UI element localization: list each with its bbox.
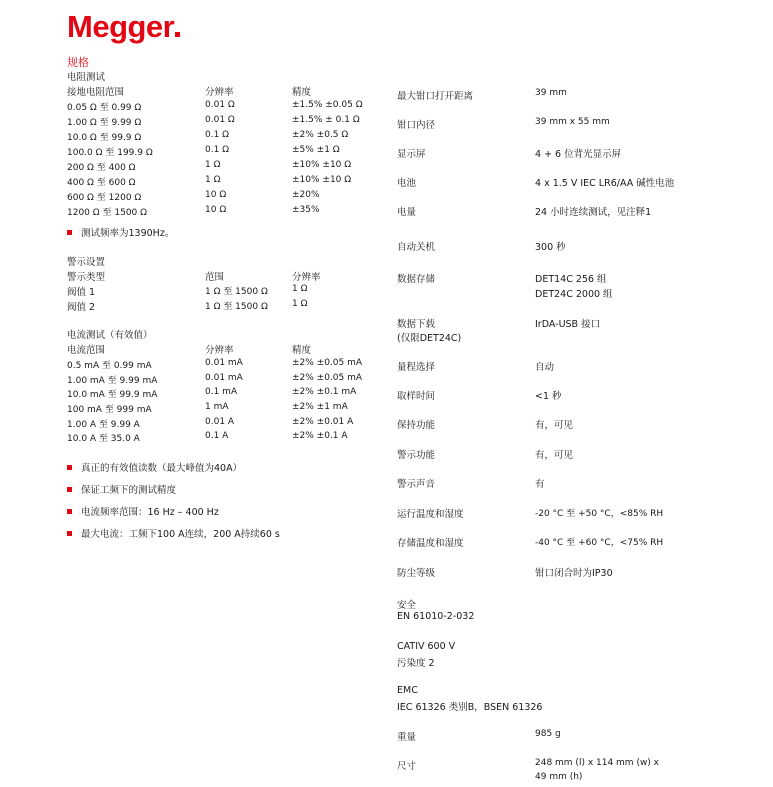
current-note bbox=[67, 460, 242, 474]
resistance-cell: ±10% ±10 Ω bbox=[292, 160, 352, 170]
resistance-cell: ±1.5% ±0.05 Ω bbox=[292, 100, 363, 110]
spec-label: 钳口内径 bbox=[397, 120, 436, 131]
current-cell: ±2% ±0.05 mA bbox=[292, 373, 363, 383]
current-cell: ±2% ±0.05 mA bbox=[292, 358, 363, 368]
current-note bbox=[67, 504, 219, 518]
resistance-cell: 1200 Ω 至 1500 Ω bbox=[67, 208, 148, 218]
resistance-header-range: 接地电阻范围 bbox=[67, 87, 125, 98]
size-value: 49 mm (h) bbox=[535, 772, 583, 782]
spec-value: 24 小时连续测试，见注释1 bbox=[535, 207, 652, 218]
note-text: 测试频率为1390Hz。 bbox=[81, 228, 175, 239]
size-label: 尺寸 bbox=[397, 761, 417, 772]
note-text: 最大电流：工频下100 A连续，200 A持续60 s bbox=[81, 529, 280, 540]
resistance-cell: 200 Ω 至 400 Ω bbox=[67, 163, 136, 173]
bullet-icon bbox=[67, 230, 72, 235]
spec-value: -20 °C 至 +50 °C，<85% RH bbox=[535, 509, 664, 519]
resistance-cell: 600 Ω 至 1200 Ω bbox=[67, 193, 142, 203]
safety-pollution: 污染度 2 bbox=[397, 658, 435, 669]
safety-standard: EN 61010-2-032 bbox=[397, 611, 475, 622]
resistance-cell: 10 Ω bbox=[205, 190, 227, 200]
current-header-accuracy: 精度 bbox=[292, 345, 312, 356]
spec-label: 电池 bbox=[397, 178, 417, 189]
current-cell: 1.00 A 至 9.99 A bbox=[67, 420, 140, 430]
spec-label: 显示屏 bbox=[397, 149, 426, 160]
resistance-cell: 0.1 Ω bbox=[205, 145, 230, 155]
spec-label: 量程选择 bbox=[397, 362, 436, 373]
size-value: 248 mm (l) x 114 mm (w) x bbox=[535, 758, 660, 768]
spec-value: 有 bbox=[535, 479, 545, 490]
spec-value: 有，可见 bbox=[535, 420, 574, 431]
resistance-cell: 1 Ω bbox=[205, 175, 221, 185]
alarm-cell: 1 Ω bbox=[292, 299, 308, 309]
resistance-cell: 10 Ω bbox=[205, 205, 227, 215]
current-cell: 0.01 mA bbox=[205, 373, 243, 383]
bullet-icon bbox=[67, 509, 72, 514]
bullet-icon bbox=[67, 531, 72, 536]
spec-value: 4 x 1.5 V IEC LR6/AA 碱性电池 bbox=[535, 178, 675, 189]
resistance-cell: ±20% bbox=[292, 190, 320, 200]
spec-label: 防尘等级 bbox=[397, 568, 436, 579]
spec-label: (仅限DET24C) bbox=[397, 333, 462, 344]
resistance-cell: 10.0 Ω 至 99.9 Ω bbox=[67, 133, 142, 143]
alarm-cell: 阀值 1 bbox=[67, 287, 96, 298]
safety-category: CATIV 600 V bbox=[397, 641, 456, 652]
spec-label: 警示声音 bbox=[397, 479, 436, 490]
spec-label: 最大钳口打开距离 bbox=[397, 91, 474, 102]
current-cell: 1.00 mA 至 9.99 mA bbox=[67, 376, 158, 386]
spec-value: DET14C 256 组 bbox=[535, 274, 607, 285]
spec-label: 存储温度和湿度 bbox=[397, 538, 464, 549]
current-cell: ±2% ±1 mA bbox=[292, 402, 348, 412]
current-note bbox=[67, 482, 176, 496]
spec-value: 自动 bbox=[535, 362, 555, 373]
spec-label: 取样时间 bbox=[397, 391, 436, 402]
spec-value: DET24C 2000 组 bbox=[535, 289, 613, 300]
resistance-cell: 0.01 Ω bbox=[205, 100, 235, 110]
spec-label: 电量 bbox=[397, 207, 417, 218]
alarm-header-range: 范围 bbox=[205, 272, 225, 283]
alarm-header-type: 警示类型 bbox=[67, 272, 106, 283]
resistance-note bbox=[67, 225, 174, 239]
spec-value: 39 mm bbox=[535, 88, 567, 98]
resistance-cell: 100.0 Ω 至 199.9 Ω bbox=[67, 148, 153, 158]
resistance-cell: 1 Ω bbox=[205, 160, 221, 170]
alarm-cell: 1 Ω 至 1500 Ω bbox=[205, 302, 268, 312]
safety-title: 安全 bbox=[397, 600, 417, 611]
spec-label: 警示功能 bbox=[397, 450, 436, 461]
current-cell: 0.1 mA bbox=[205, 387, 238, 397]
current-heading: 电流测试（有效值） bbox=[67, 330, 153, 341]
current-header-range: 电流范围 bbox=[67, 345, 106, 356]
spec-value: 有，可见 bbox=[535, 450, 574, 461]
note-text: 保证工频下的测试精度 bbox=[81, 485, 177, 496]
spec-label: 自动关机 bbox=[397, 242, 436, 253]
resistance-cell: ±2% ±0.5 Ω bbox=[292, 130, 349, 140]
current-cell: 0.01 mA bbox=[205, 358, 243, 368]
spec-label: 数据存储 bbox=[397, 274, 436, 285]
spec-value: 钳口闭合时为IP30 bbox=[535, 568, 613, 579]
spec-label: 数据下载 bbox=[397, 319, 436, 330]
spec-value: -40 °C 至 +60 °C，<75% RH bbox=[535, 538, 664, 548]
section-title: 规格 bbox=[67, 56, 89, 69]
alarm-cell: 阀值 2 bbox=[67, 302, 96, 313]
resistance-cell: 0.01 Ω bbox=[205, 115, 235, 125]
resistance-header-resolution: 分辨率 bbox=[205, 87, 234, 98]
alarm-header-resolution: 分辨率 bbox=[292, 272, 321, 283]
spec-value: 39 mm x 55 mm bbox=[535, 117, 610, 127]
logo-dot-icon bbox=[175, 32, 180, 37]
emc-standard: IEC 61326 类别B，BSEN 61326 bbox=[397, 702, 543, 713]
current-note bbox=[67, 526, 280, 540]
spec-value: 300 秒 bbox=[535, 242, 566, 253]
current-cell: ±2% ±0.1 A bbox=[292, 431, 348, 441]
resistance-header-accuracy: 精度 bbox=[292, 87, 312, 98]
resistance-cell: 0.05 Ω 至 0.99 Ω bbox=[67, 103, 142, 113]
weight-label: 重量 bbox=[397, 732, 417, 743]
note-text: 电流频率范围：16 Hz – 400 Hz bbox=[81, 507, 219, 518]
alarm-heading: 警示设置 bbox=[67, 257, 106, 268]
alarm-cell: 1 Ω 至 1500 Ω bbox=[205, 287, 268, 297]
current-cell: 100 mA 至 999 mA bbox=[67, 405, 152, 415]
alarm-cell: 1 Ω bbox=[292, 284, 308, 294]
resistance-cell: ±10% ±10 Ω bbox=[292, 175, 352, 185]
spec-value: 4 + 6 位背光显示屏 bbox=[535, 149, 622, 160]
current-cell: ±2% ±0.1 mA bbox=[292, 387, 357, 397]
current-cell: ±2% ±0.01 A bbox=[292, 417, 354, 427]
spec-value: IrDA-USB 接口 bbox=[535, 319, 601, 330]
resistance-heading: 电阻测试 bbox=[67, 72, 106, 83]
resistance-cell: ±1.5% ± 0.1 Ω bbox=[292, 115, 360, 125]
logo-text: Megger bbox=[67, 9, 175, 44]
current-cell: 10.0 A 至 35.0 A bbox=[67, 434, 140, 444]
resistance-cell: ±35% bbox=[292, 205, 320, 215]
spec-value: <1 秒 bbox=[535, 391, 562, 402]
current-header-resolution: 分辨率 bbox=[205, 345, 234, 356]
resistance-cell: 1.00 Ω 至 9.99 Ω bbox=[67, 118, 142, 128]
spec-label: 运行温度和湿度 bbox=[397, 509, 464, 520]
note-text: 真正的有效值读数（最大峰值为40A） bbox=[81, 463, 243, 474]
current-cell: 0.01 A bbox=[205, 417, 235, 427]
megger-logo bbox=[67, 9, 180, 45]
current-cell: 0.5 mA 至 0.99 mA bbox=[67, 361, 152, 371]
current-cell: 1 mA bbox=[205, 402, 229, 412]
bullet-icon bbox=[67, 487, 72, 492]
resistance-cell: 0.1 Ω bbox=[205, 130, 230, 140]
current-cell: 10.0 mA 至 99.9 mA bbox=[67, 390, 158, 400]
resistance-cell: 400 Ω 至 600 Ω bbox=[67, 178, 136, 188]
bullet-icon bbox=[67, 465, 72, 470]
weight-value: 985 g bbox=[535, 729, 561, 739]
resistance-cell: ±5% ±1 Ω bbox=[292, 145, 340, 155]
emc-title: EMC bbox=[397, 685, 418, 696]
spec-label: 保持功能 bbox=[397, 420, 436, 431]
current-cell: 0.1 A bbox=[205, 431, 229, 441]
